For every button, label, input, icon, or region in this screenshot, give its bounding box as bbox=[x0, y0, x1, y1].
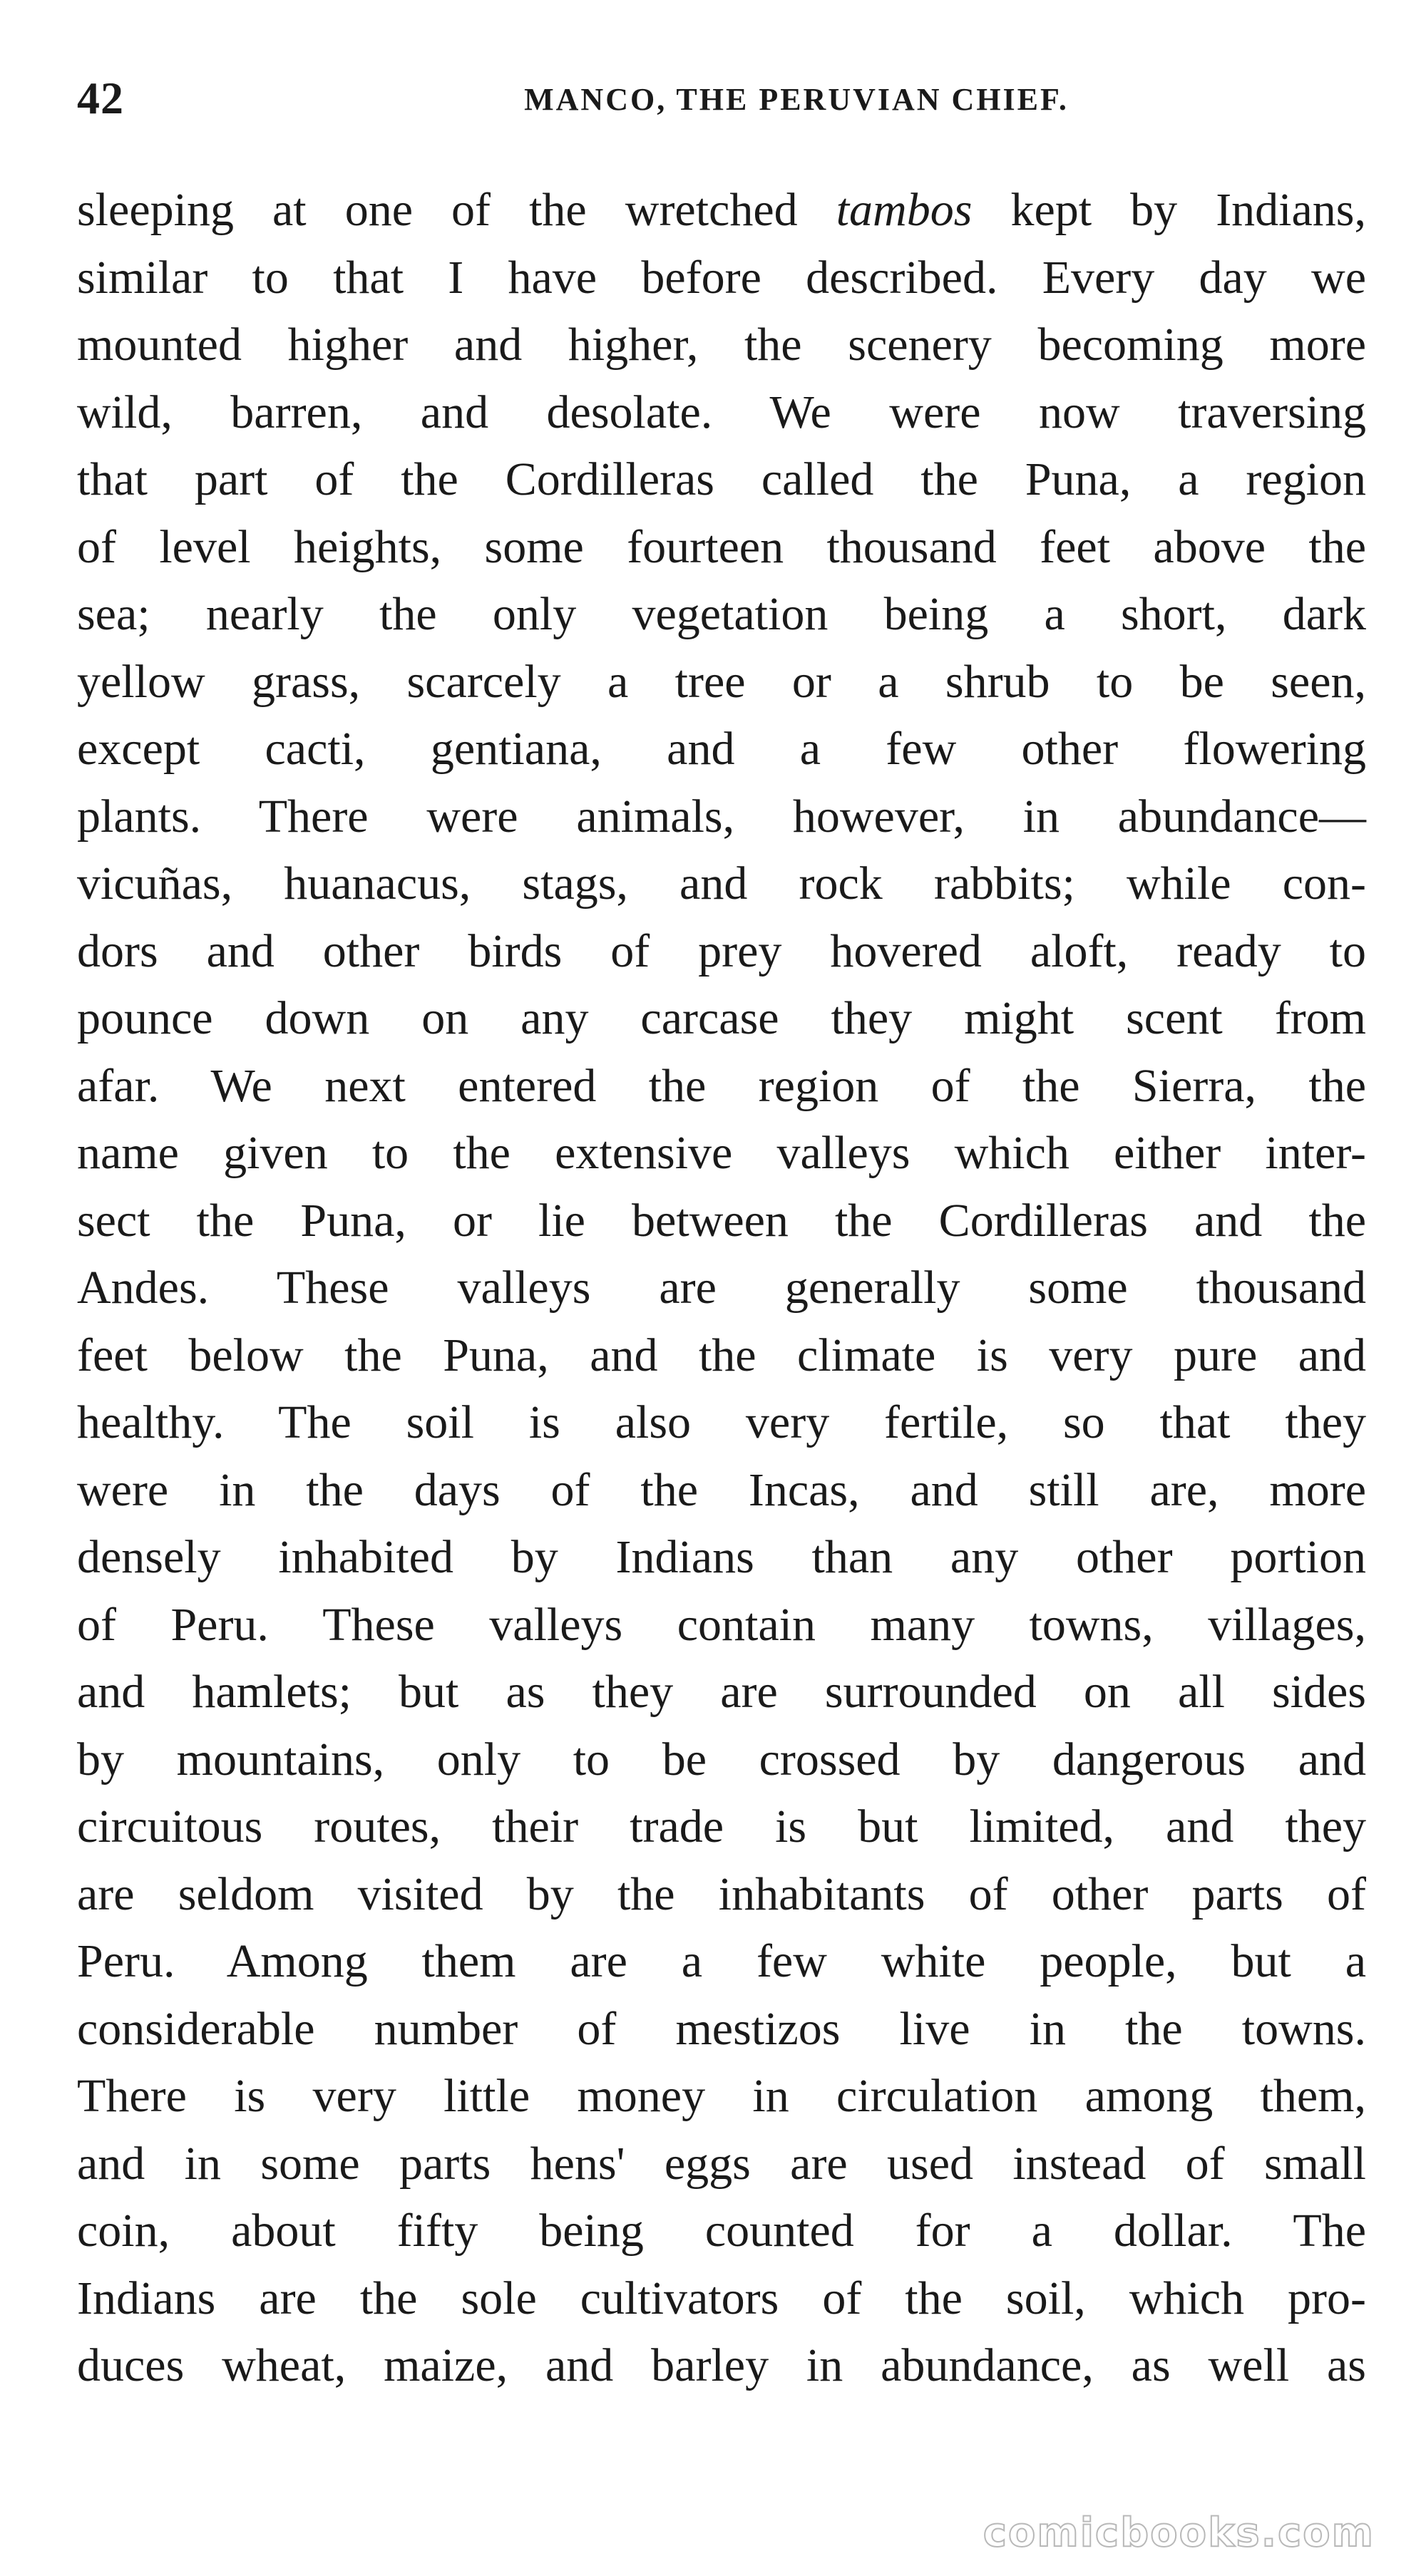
text-line bbox=[77, 716, 1366, 783]
text-line bbox=[77, 1928, 1366, 1996]
text-line-segment: and hamlets; but as they are surrounded on all sides bbox=[77, 1666, 1366, 1718]
text-line bbox=[77, 1861, 1366, 1929]
text-line-segment: pounce down on any carcase they might scent from bbox=[77, 992, 1366, 1044]
text-line-segment: of level heights, some fourteen thousand feet above the bbox=[77, 520, 1366, 573]
body-text bbox=[77, 177, 1366, 2400]
text-line bbox=[77, 1322, 1366, 1390]
text-line bbox=[77, 581, 1366, 649]
text-line-segment: kept by Indians, bbox=[972, 184, 1366, 236]
watermark: comicbooks.com bbox=[983, 2510, 1375, 2556]
text-line-segment: sea; nearly the only vegetation being a short, dark bbox=[77, 588, 1366, 640]
text-line bbox=[77, 379, 1366, 447]
text-line-segment: that part of the Cordilleras called the Puna, a region bbox=[77, 453, 1366, 505]
text-line bbox=[77, 1659, 1366, 1726]
text-line-segment: circuitous routes, their trade is but limited, and they bbox=[77, 1800, 1366, 1853]
text-line-segment: similar to that I have before described. Every day we bbox=[77, 251, 1366, 304]
text-line bbox=[77, 1254, 1366, 1322]
text-line bbox=[77, 1389, 1366, 1457]
text-line bbox=[77, 1187, 1366, 1255]
text-line bbox=[77, 177, 1366, 244]
text-line bbox=[77, 850, 1366, 918]
text-line bbox=[77, 2063, 1366, 2131]
text-line bbox=[77, 446, 1366, 514]
text-line-segment: except cacti, gentiana, and a few other flowering bbox=[77, 723, 1366, 775]
text-line bbox=[77, 1996, 1366, 2064]
text-line bbox=[77, 783, 1366, 851]
text-line bbox=[77, 2198, 1366, 2265]
text-line-segment: dors and other birds of prey hovered aloft, ready to bbox=[77, 924, 1366, 977]
text-line bbox=[77, 1524, 1366, 1592]
text-line-segment: yellow grass, scarcely a tree or a shrub to be seen, bbox=[77, 655, 1366, 708]
text-line bbox=[77, 311, 1366, 379]
text-line-segment: vicuñas, huanacus, stags, and rock rabbits; while con- bbox=[77, 857, 1366, 910]
text-line-segment: coin, about fifty being counted for a dollar. The bbox=[77, 2205, 1366, 2257]
text-line-segment: sleeping at one of the wretched bbox=[77, 184, 836, 236]
text-line bbox=[77, 2332, 1366, 2400]
text-line-segment: plants. There were animals, however, in abundance— bbox=[77, 790, 1366, 843]
text-line bbox=[77, 649, 1366, 716]
text-line-segment: Indians are the sole cultivators of the soil, which pro- bbox=[77, 2272, 1366, 2324]
text-line-segment: duces wheat, maize, and barley in abundance, as well as bbox=[77, 2339, 1366, 2391]
text-line bbox=[77, 918, 1366, 986]
text-line bbox=[77, 2265, 1366, 2333]
text-line-segment: Peru. Among them are a few white people, but a bbox=[77, 1935, 1366, 1987]
text-line bbox=[77, 1793, 1366, 1861]
page-header bbox=[77, 70, 1366, 127]
text-line bbox=[77, 514, 1366, 582]
text-line-segment: Andes. These valleys are generally some thousand bbox=[77, 1262, 1366, 1314]
text-line-segment: feet below the Puna, and the climate is very pure and bbox=[77, 1329, 1366, 1381]
running-title: MANCO, THE PERUVIAN CHIEF. bbox=[524, 82, 1069, 117]
text-line bbox=[77, 244, 1366, 312]
text-line-segment: wild, barren, and desolate. We were now traversing bbox=[77, 386, 1366, 438]
text-line bbox=[77, 1457, 1366, 1525]
text-line-segment: densely inhabited by Indians than any other portion bbox=[77, 1531, 1366, 1583]
text-line bbox=[77, 1726, 1366, 1794]
text-line-segment: and in some parts hens' eggs are used instead of small bbox=[77, 2137, 1366, 2190]
text-line-segment: are seldom visited by the inhabitants of other parts of bbox=[77, 1867, 1366, 1920]
text-line-segment: There is very little money in circulation among them, bbox=[77, 2070, 1366, 2122]
text-line-segment: healthy. The soil is also very fertile, so that they bbox=[77, 1396, 1366, 1448]
text-line-segment: name given to the extensive valleys which either inter- bbox=[77, 1127, 1366, 1179]
italic-term: tambos bbox=[836, 184, 973, 236]
text-line-segment: afar. We next entered the region of the Sierra, the bbox=[77, 1059, 1366, 1112]
page-number: 42 bbox=[77, 73, 124, 123]
text-line bbox=[77, 1053, 1366, 1120]
text-line-segment: mounted higher and higher, the scenery becoming more bbox=[77, 319, 1366, 371]
text-line bbox=[77, 1120, 1366, 1187]
text-line bbox=[77, 1592, 1366, 1659]
text-line-segment: sect the Puna, or lie between the Cordilleras and the bbox=[77, 1194, 1366, 1247]
text-line bbox=[77, 985, 1366, 1053]
text-line-segment: by mountains, only to be crossed by dangerous and bbox=[77, 1733, 1366, 1786]
text-line-segment: considerable number of mestizos live in the towns. bbox=[77, 2002, 1366, 2055]
text-line bbox=[77, 2131, 1366, 2198]
text-line-segment: of Peru. These valleys contain many towns, villages, bbox=[77, 1598, 1366, 1651]
text-line-segment: were in the days of the Incas, and still are, more bbox=[77, 1463, 1366, 1516]
